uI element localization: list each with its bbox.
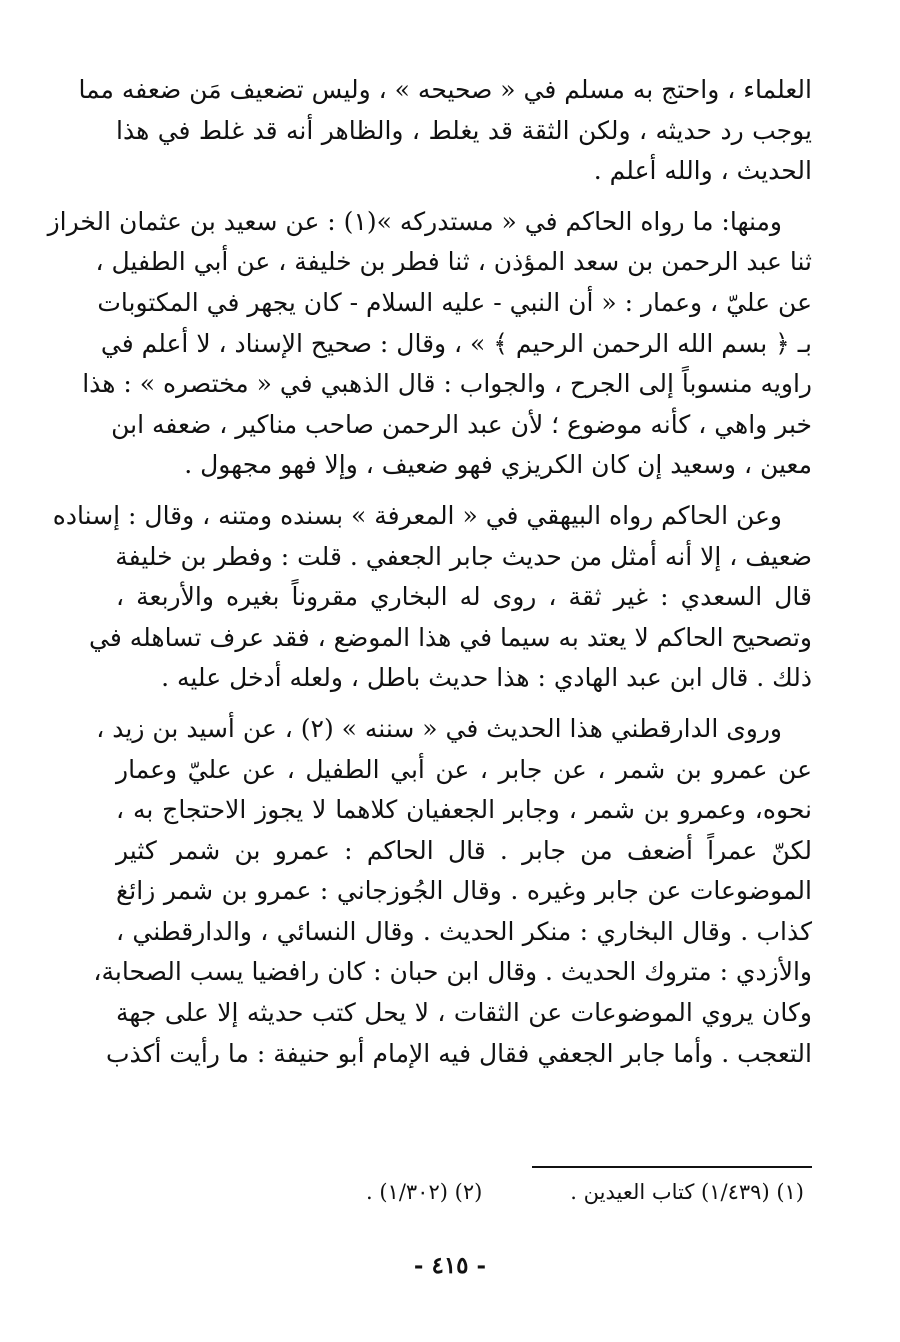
text-line: معين ، وسعيد إن كان الكريزي فهو ضعيف ، وإلا فهو مجهول . bbox=[184, 450, 812, 480]
paragraph-3 bbox=[52, 496, 812, 699]
text-line: الحديث ، والله أعلم . bbox=[593, 156, 812, 186]
text-line: ثنا عبد الرحمن بن سعد المؤذن ، ثنا فطر بن خليفة ، عن أبي الطفيل ، bbox=[95, 247, 812, 277]
page-number: - ٤١٥ - bbox=[413, 1252, 487, 1279]
text-line: بـ ﴿ بسم الله الرحمن الرحيم ﴾ » ، وقال : صحيح الإسناد ، لا أعلم في bbox=[100, 328, 812, 358]
text-line: قال السعدي : غير ثقة ، روى له البخاري مقروناً بغيره والأربعة ، bbox=[116, 582, 812, 612]
text-line: عن عليّ ، وعمار : « أن النبي - عليه السلام - كان يجهر في المكتوبات bbox=[97, 287, 812, 317]
paragraph-4 bbox=[93, 709, 812, 1074]
text-line: وروى الدارقطني هذا الحديث في « سننه » (٢) ، عن أسيد بن زيد ، bbox=[96, 713, 782, 743]
page-body bbox=[47, 70, 812, 1084]
text-line: نحوه، وعمرو بن شمر ، وجابر الجعفيان كلاهما لا يجوز الاحتجاج به ، bbox=[116, 795, 812, 825]
text-line: عن عمرو بن شمر ، عن جابر ، عن أبي الطفيل ، عن عليّ وعمار bbox=[116, 754, 812, 784]
text-line: الموضوعات عن جابر وغيره . وقال الجُوزجاني : عمرو بن شمر زائغ bbox=[116, 876, 812, 906]
text-line: يوجب رد حديثه ، ولكن الثقة قد يغلط ، والظاهر أنه قد غلط في هذا bbox=[116, 115, 812, 145]
text-line: ضعيف ، إلا أنه أمثل من حديث جابر الجعفي . قلت : وفطر بن خليفة bbox=[115, 541, 812, 571]
footnotes bbox=[244, 1180, 804, 1204]
text-line: العلماء ، واحتج به مسلم في « صحيحه » ، وليس تضعيف مَن ضعفه مما bbox=[78, 75, 812, 104]
text-line: كذاب . وقال البخاري : منكر الحديث . وقال النسائي ، والدارقطني ، bbox=[116, 916, 812, 946]
text-line: والأزدي : متروك الحديث . وقال ابن حبان : كان رافضيا يسب الصحابة، bbox=[93, 957, 812, 987]
text-line: ذلك . قال ابن عبد الهادي : هذا حديث باطل ، ولعله أدخل عليه . bbox=[161, 663, 812, 693]
footnote-2: (٢) (١/٣٠٢) . bbox=[366, 1180, 483, 1204]
text-line: خبر واهي ، كأنه موضوع ؛ لأن عبد الرحمن صاحب مناكير ، ضعفه ابن bbox=[111, 409, 812, 439]
text-line: التعجب . وأما جابر الجعفي فقال فيه الإمام أبو حنيفة : ما رأيت أكذب bbox=[105, 1038, 812, 1068]
text-line: وعن الحاكم رواه البيهقي في « المعرفة » بسنده ومتنه ، وقال : إسناده bbox=[52, 500, 782, 530]
text-line: وتصحيح الحاكم لا يعتد به سيما في هذا الموضع ، فقد عرف تساهله في bbox=[88, 622, 812, 652]
text-line: وكان يروي الموضوعات عن الثقات ، لا يحل كتب حديثه إلا على جهة bbox=[116, 998, 812, 1028]
text-line: راويه منسوباً إلى الجرح ، والجواب : قال الذهبي في « مختصره » : هذا bbox=[82, 369, 812, 399]
text-line: ومنها: ما رواه الحاكم في « مستدركه »(١) : عن سعيد بن عثمان الخراز bbox=[47, 206, 782, 236]
footnote-divider bbox=[532, 1166, 812, 1168]
paragraph-2 bbox=[47, 202, 812, 486]
text-line: لكنّ عمراً أضعف من جابر . قال الحاكم : عمرو بن شمر كثير bbox=[116, 835, 812, 865]
footnote-1: (١) (١/٤٣٩) كتاب العيدين . bbox=[570, 1180, 804, 1204]
paragraph-1 bbox=[78, 70, 812, 192]
